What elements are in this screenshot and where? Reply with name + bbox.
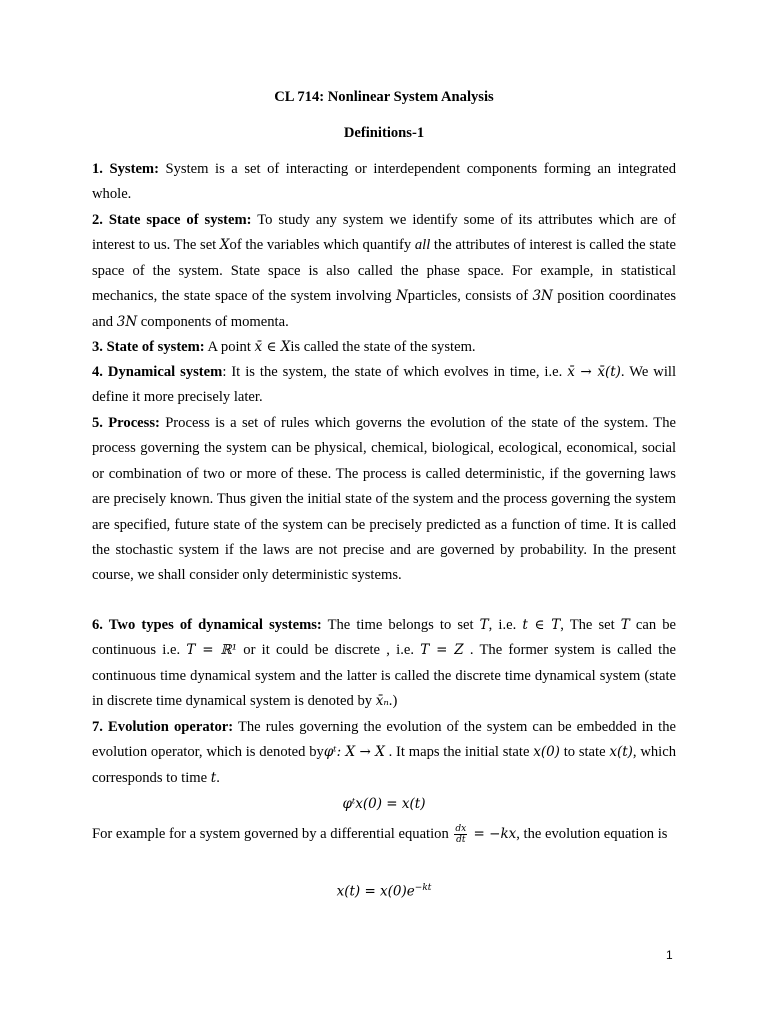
equation-text: x(t) = x(0)e [336,883,415,900]
math-symbol: T = ℝ¹ [186,642,238,659]
math-symbol: φᵗ: X → X [323,744,385,761]
solution-equation [0,883,768,900]
math-symbol: 3N [116,313,138,330]
page-subtitle: Definitions-1 [343,125,425,141]
math-symbol: x(0) [533,744,560,761]
definition-text: components of momenta. [137,313,289,330]
evolution-equation [0,796,768,812]
definition-text: : It is the system, the state of which evolves in time, i.e. [222,364,568,380]
definition-label: 5. Process: [92,415,160,431]
course-title: CL 714: Nonlinear System Analysis [274,89,494,105]
definition-text: System is a set of interacting or interdependent components forming an integrated whole. [92,161,676,203]
definition-text: is called the state of the system. [290,339,476,355]
definition-system [92,157,676,208]
math-symbol: x(t) [609,744,633,761]
example-text: , the evolution equation is [516,826,668,842]
definition-text: or it could be discrete , i.e. [237,642,421,659]
math-symbol: X [219,237,230,254]
definition-label: 4. Dynamical system [92,364,223,380]
math-symbol: t [210,769,217,786]
definition-text: The rules governing the evolution of the system can be embedded in the evolution operator, which is denoted by [92,719,676,761]
math-symbol: x̄ → x̄(t) [567,364,621,380]
definition-process [92,411,676,589]
math-symbol: T [479,617,489,633]
definition-text: particles, consists of [407,288,533,305]
definition-label: 7. Evolution operator: [92,719,234,735]
definition-text: . [216,769,220,786]
definition-text: . It maps the initial state [384,744,534,761]
definition-dynamical-system [92,360,676,411]
math-symbol: t ∈ T [522,617,561,633]
emphasis-text: all [414,237,431,254]
definition-text: The time belongs to set [321,617,480,633]
math-symbol: T = Z [420,642,464,659]
math-symbol: 3N [532,288,553,305]
definition-label: 3. State of system: [92,339,205,355]
definition-text: . The former system is called the continuous time dynamical system and the latter is called the discrete time dynamical system (state in discrete time dynamical system is denoted by [92,642,677,710]
definition-label: 1. System: [92,161,159,177]
definition-state-space [92,208,676,335]
fraction-denominator: dt [456,835,466,846]
definition-text: .) [388,693,398,710]
example-text: For example for a system governed by a differential equation [92,826,453,842]
definition-text: the attributes of interest is called the state space of the system. State space is also called the phase space. For example, in statistical mechanics, the state space of the system involving [92,237,677,305]
definition-types [92,613,676,715]
definition-label: 2. State space of system: [92,212,252,228]
definition-state [92,335,676,360]
math-symbol: = −kx [469,826,517,842]
definition-text: Process is a set of rules which governs the evolution of the state of the system. The process governing the system can be physical, chemical, biological, ecological, economical, social or combination of two or more of these. The process is called deterministic, if the governing laws are precisely known. Thus given the initial state of the system and the process governing the system are specified, future state of the system can be precisely predicted as a function of time. It is called the stochastic system if the laws are not precise and are governed by probability. In the present course, we shall consider only deterministic systems. [92,415,676,584]
math-symbol: x̄ₙ [375,693,389,710]
definition-text: , i.e. [488,617,523,633]
math-symbol: T [620,617,630,633]
fraction-numerator: dx [455,824,467,835]
equation-exponent: −kt [414,883,432,893]
definition-text: , which corresponds to time [92,744,676,786]
derivative-fraction [454,824,467,845]
definition-text: to state [559,744,610,761]
definition-text: can be continuous i.e. [92,617,677,659]
definition-text: position coordinates and [92,288,676,330]
definition-evolution-operator [92,715,676,791]
math-symbol: x̄ ∈ X [254,339,291,355]
equation-text: φᵗx(0) = x(t) [342,796,426,812]
math-symbol: N [395,288,408,305]
definition-text: To study any system we identify some of its attributes which are of interest to us. The set [92,212,676,254]
definition-label: 6. Two types of dynamical systems: [92,617,322,633]
definition-text: , The set [560,617,621,633]
definition-text: . We will define it more precisely later. [92,364,677,406]
definition-text: A point [204,339,255,355]
page-number: 1 [666,948,673,962]
definition-text: of the variables which quantify [229,237,415,254]
example-paragraph [92,822,676,847]
